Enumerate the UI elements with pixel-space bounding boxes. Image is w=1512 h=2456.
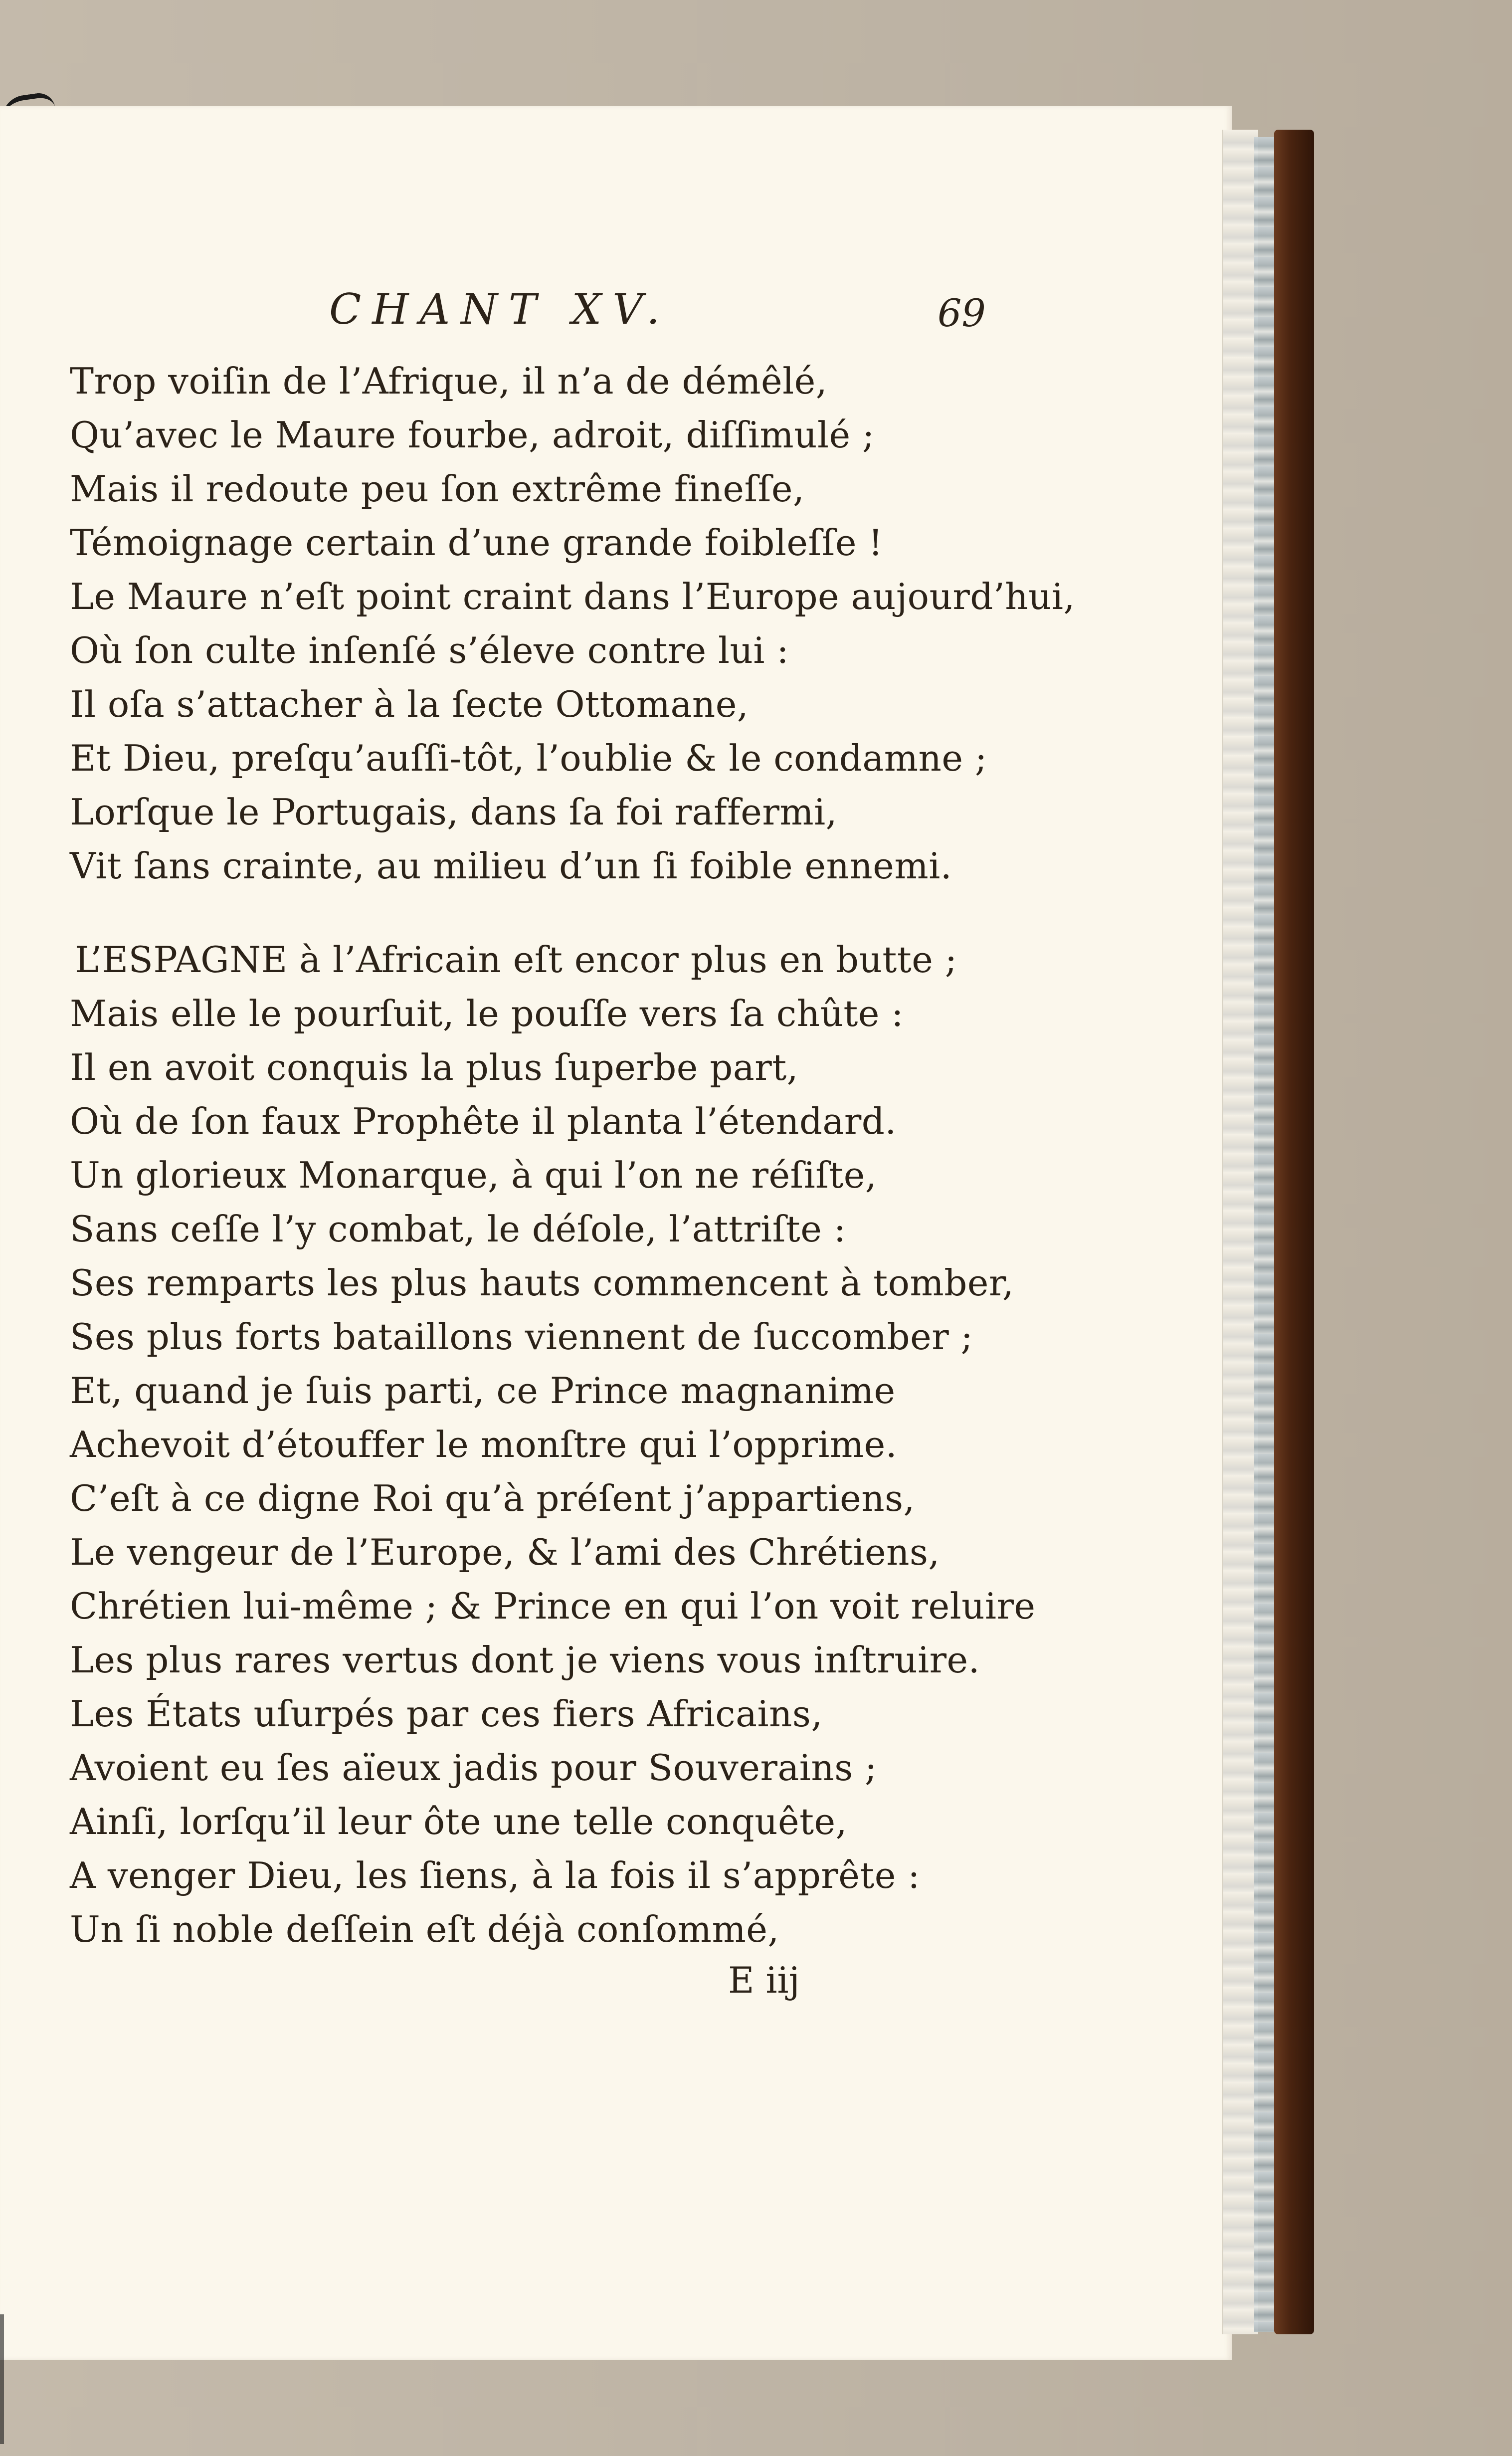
verse-line: Et, quand je ſuis parti, ce Prince magnanime <box>70 1370 896 1412</box>
page-fore-edge <box>1222 130 1258 2334</box>
verse-line: Le Maure n’eſt point craint dans l’Europe aujourd’hui, <box>70 576 1075 617</box>
verse-line: Ses remparts les plus hauts commencent à tomber, <box>70 1262 1014 1304</box>
verse-line: Ainſi, lorſqu’il leur ôte une telle conquête, <box>70 1801 848 1842</box>
verse-line: Avoient eu ſes aïeux jadis pour Souverains ; <box>70 1747 877 1789</box>
verse-line: Achevoit d’étouffer le monſtre qui l’opprime. <box>70 1424 898 1465</box>
verse-line: Où ſon culte inſenſé s’éleve contre lui : <box>70 629 789 671</box>
verse-line: Un glorieux Monarque, à qui l’on ne réſiſte, <box>70 1154 877 1196</box>
verse-line: Et Dieu, preſqu’auſſi-tôt, l’oublie & le condamne ; <box>70 737 987 779</box>
verse-line: Vit ſans crainte, au milieu d’un ſi foible ennemi. <box>70 845 952 887</box>
verse-line: Où de ſon faux Prophête il planta l’étendard. <box>70 1100 897 1142</box>
chapter-title: CHANT XV. <box>329 285 671 334</box>
verse-line: Les plus rares vertus dont je viens vous inſtruire. <box>70 1639 980 1681</box>
marbled-edge <box>1254 137 1274 2332</box>
verse-line: Sans ceſſe l’y combat, le déſole, l’attriſte : <box>70 1208 846 1250</box>
page-number: 69 <box>938 291 986 335</box>
running-head <box>329 279 1027 339</box>
signature-mark: E iij <box>728 1959 800 2001</box>
verse-line: Ses plus forts bataillons viennent de ſuccomber ; <box>70 1316 973 1358</box>
verse-line: Trop voiſin de l’Afrique, il n’a de démêlé, <box>70 360 828 402</box>
verse-line: C’eſt à ce digne Roi qu’à préſent j’appartiens, <box>70 1477 915 1519</box>
book-cover-edge <box>1274 130 1314 2334</box>
verse-line: L’ESPAGNE à l’Africain eſt encor plus en butte ; <box>75 939 957 981</box>
verse-line: Lorſque le Portugais, dans ſa foi raffermi, <box>70 791 838 833</box>
stanza <box>70 354 1075 893</box>
verse-line: Mais il redoute peu ſon extrême fineſſe, <box>70 468 805 510</box>
verse-body <box>70 354 1075 1956</box>
verse-line: Un ſi noble deſſein eſt déjà conſommé, <box>70 1908 779 1950</box>
verse-line: Le vengeur de l’Europe, & l’ami des Chrétiens, <box>70 1531 940 1573</box>
verse-line: Qu’avec le Maure fourbe, adroit, diſſimulé ; <box>70 414 875 456</box>
verse-line: Témoignage certain d’une grande foibleſſe ! <box>70 522 883 564</box>
stanza <box>70 933 1067 1956</box>
verse-line: Il oſa s’attacher à la ſecte Ottomane, <box>70 683 749 725</box>
verse-line: Les États uſurpés par ces fiers Africains, <box>70 1693 823 1735</box>
verse-line: A venger Dieu, les ſiens, à la fois il s’apprête : <box>70 1854 921 1896</box>
binding-shadow <box>0 2314 34 2444</box>
verse-line: Chrétien lui-même ; & Prince en qui l’on voit reluire <box>70 1585 1036 1627</box>
verse-line: Mais elle le pourſuit, le pouſſe vers ſa chûte : <box>70 993 904 1034</box>
verse-line: Il en avoit conquis la plus ſuperbe part, <box>70 1046 799 1088</box>
